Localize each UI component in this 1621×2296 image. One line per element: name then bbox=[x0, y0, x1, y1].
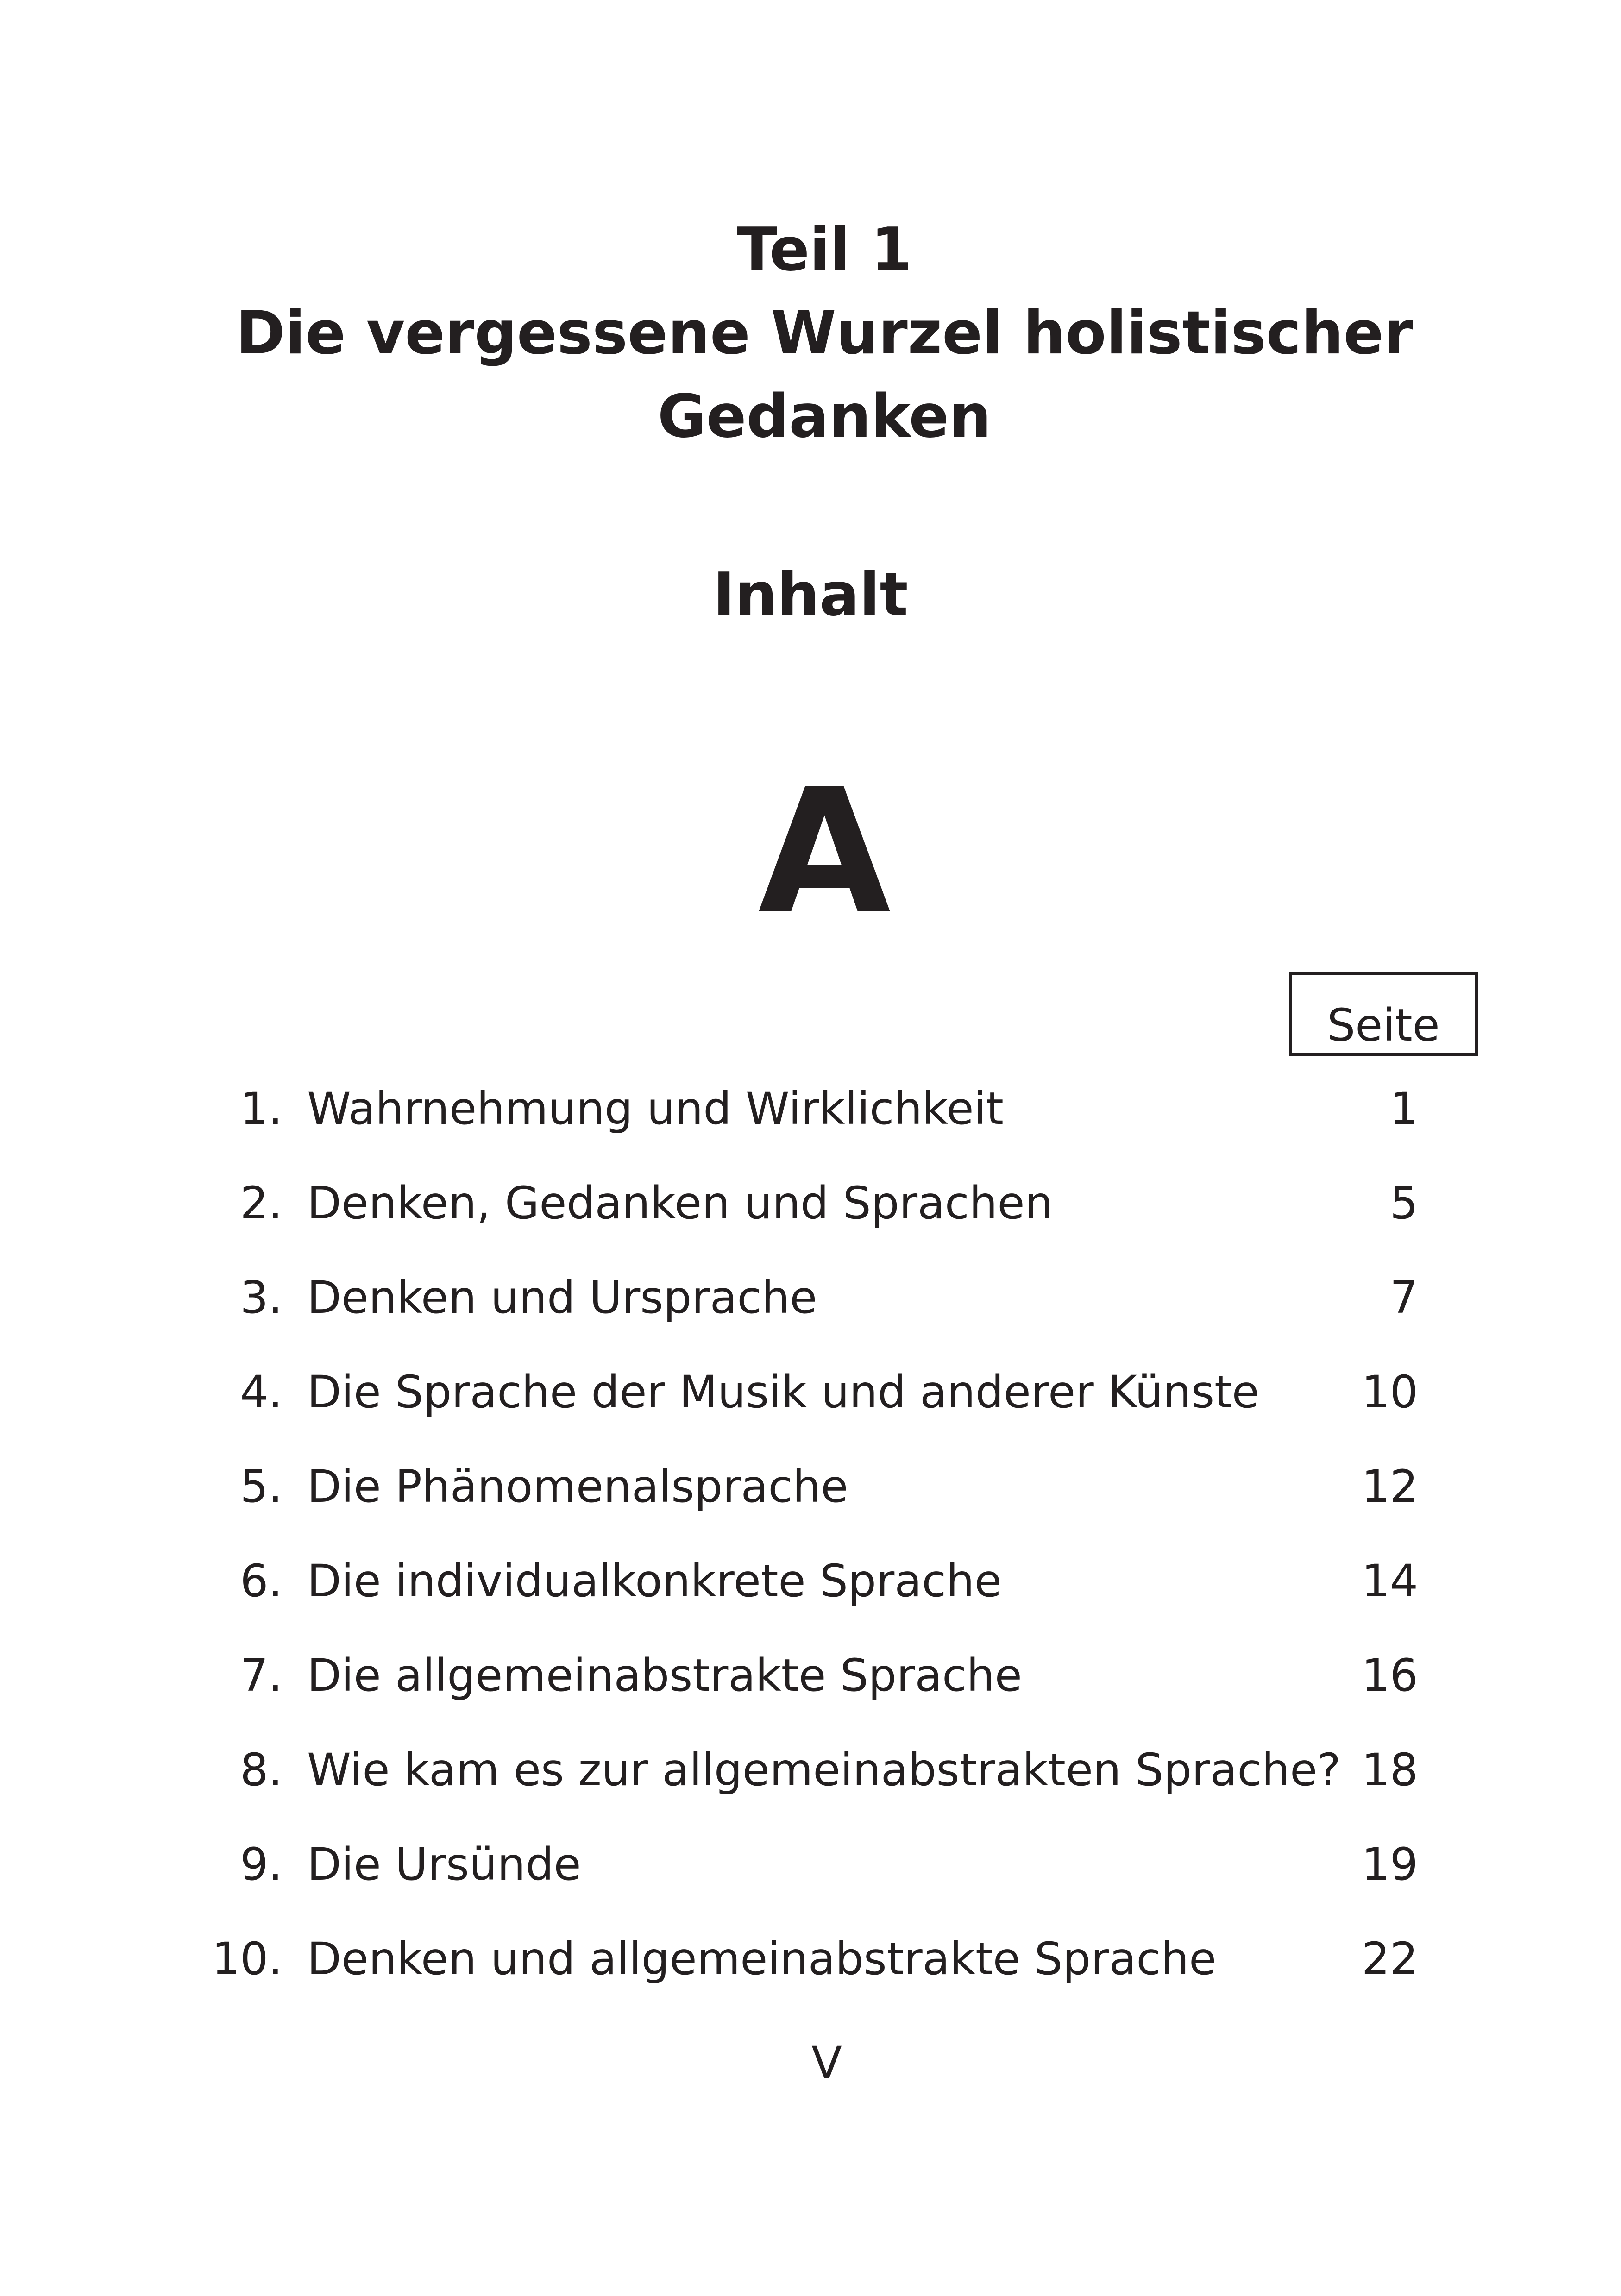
toc-entry bbox=[0, 1360, 1621, 1424]
toc-entry-number: 1. bbox=[240, 1083, 283, 1135]
toc-entry-page: 1 bbox=[1389, 1083, 1418, 1135]
toc-entry-page: 19 bbox=[1361, 1838, 1418, 1890]
toc-entry-title: Denken und allgemeinabstrakte Sprache bbox=[307, 1933, 1217, 1985]
toc-entry bbox=[0, 1171, 1621, 1236]
page-column-label bbox=[1289, 972, 1478, 1056]
toc-entry bbox=[0, 1265, 1621, 1330]
toc-entry-number: 9. bbox=[240, 1838, 283, 1890]
toc-entry-page: 16 bbox=[1361, 1650, 1418, 1701]
toc-entry-title: Wie kam es zur allgemeinabstrakten Sprache? bbox=[307, 1744, 1341, 1796]
toc-entry-title: Die allgemeinabstrakte Sprache bbox=[307, 1650, 1022, 1701]
part-title-line-2: Gedanken bbox=[657, 382, 992, 451]
toc-entry-number: 6. bbox=[240, 1555, 283, 1607]
toc-entry bbox=[0, 1643, 1621, 1708]
toc-entry-page: 14 bbox=[1361, 1555, 1418, 1607]
toc-entry-number: 10. bbox=[212, 1933, 283, 1985]
toc-entry bbox=[0, 1926, 1621, 1991]
page-number: V bbox=[811, 2037, 842, 2089]
toc-entry-title: Denken und Ursprache bbox=[307, 1272, 817, 1324]
toc-entry bbox=[0, 1454, 1621, 1519]
toc-entry-title: Die Phänomenalsprache bbox=[307, 1461, 848, 1512]
toc-entry-title: Denken, Gedanken und Sprachen bbox=[307, 1177, 1053, 1229]
toc-entry-number: 5. bbox=[240, 1461, 283, 1512]
toc-entry-page: 12 bbox=[1361, 1461, 1418, 1512]
toc-entry-page: 18 bbox=[1361, 1744, 1418, 1796]
toc-entry-number: 4. bbox=[240, 1366, 283, 1418]
part-title-line-1: Die vergessene Wurzel holistischer bbox=[236, 299, 1413, 368]
toc-entry bbox=[0, 1076, 1621, 1141]
toc-entry-title: Die Sprache der Musik und anderer Künste bbox=[307, 1366, 1259, 1418]
toc-entry-page: 22 bbox=[1361, 1933, 1418, 1985]
toc-entry bbox=[0, 1549, 1621, 1613]
toc-entry-number: 7. bbox=[240, 1650, 283, 1701]
part-label: Teil 1 bbox=[736, 215, 912, 284]
contents-heading: Inhalt bbox=[713, 560, 908, 629]
toc-entry-number: 2. bbox=[240, 1177, 283, 1229]
toc-entry-page: 7 bbox=[1389, 1272, 1418, 1324]
section-letter: A bbox=[758, 753, 891, 952]
toc-entry-number: 3. bbox=[240, 1272, 283, 1324]
toc-entry-number: 8. bbox=[240, 1744, 283, 1796]
toc-entry-title: Die individualkonkrete Sprache bbox=[307, 1555, 1002, 1607]
toc-entry-title: Wahrnehmung und Wirklichkeit bbox=[307, 1083, 1004, 1135]
page-column-label-text: Seite bbox=[1327, 999, 1440, 1051]
toc-entry bbox=[0, 1832, 1621, 1897]
toc-entry-page: 10 bbox=[1361, 1366, 1418, 1418]
toc-entry-page: 5 bbox=[1389, 1177, 1418, 1229]
toc-entry-title: Die Ursünde bbox=[307, 1838, 581, 1890]
toc-entry bbox=[0, 1738, 1621, 1802]
